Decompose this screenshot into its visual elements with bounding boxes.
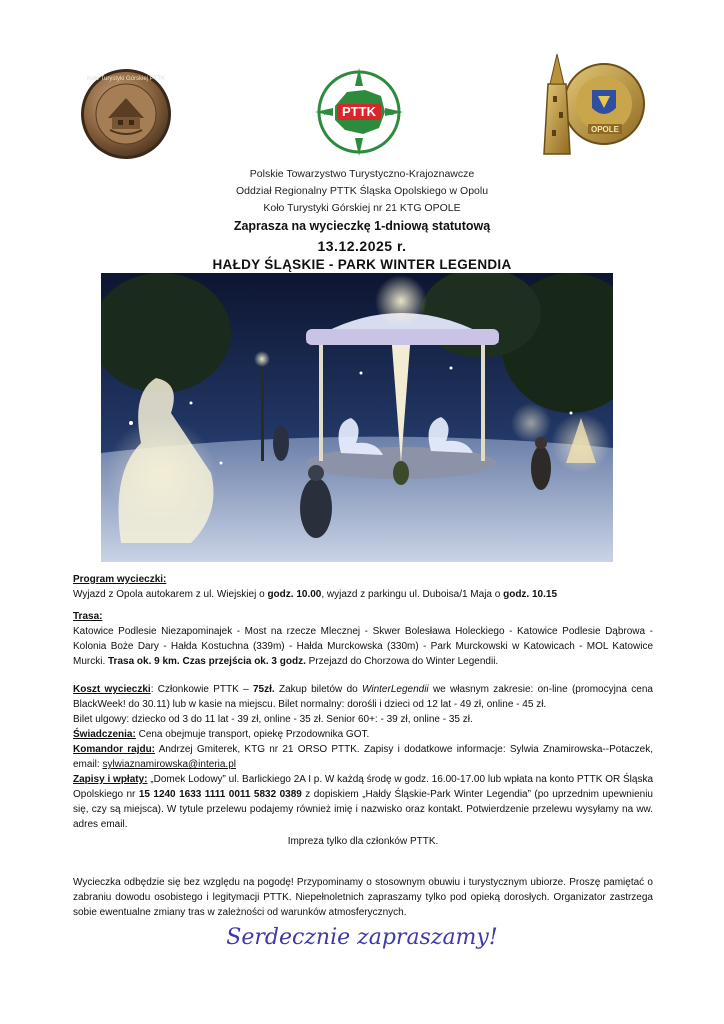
pttk-emblem-icon xyxy=(313,66,405,158)
svg-text:W: W xyxy=(323,111,329,117)
benefits-heading: Świadczenia: xyxy=(73,729,136,740)
leader-text: Komandor rajdu: Andrzej Gmiterek, KTG nr 21 ORSO PTTK. Zapisy i dodatkowe informacje: Sylwia Znamirowska--Potaczek, email: sylwiaznamirowska@interia.pl xyxy=(73,744,653,770)
trip-date: 13.12.2025 r. xyxy=(317,238,407,254)
cost-text: Koszt wycieczki: Członkowie PTTK – 75zł. Zakup biletów do WinterLegendii we własnym zakresie: on-line (promocyjna cena BlackWeek! do 30.11) lub w kasie na miejscu. Bilet normalny: dorośli i dzieci od 12 lat - 49 zł, online - 45 zł. xyxy=(73,684,653,710)
cost-heading: Koszt wycieczki xyxy=(73,684,151,695)
leader-heading: Komandor rajdu: xyxy=(73,744,156,755)
org-club: Koło Turystyki Górskiej nr 21 KTG OPOLE xyxy=(263,202,461,214)
svg-text:N: N xyxy=(356,78,362,84)
closing-invitation: Serdecznie zapraszamy! xyxy=(226,925,498,950)
route-text: Katowice Podlesie Niezapominajek - Most na rzecze Mlecznej - Skwer Bolesława Holeckiego - Katowice Podlesie Dąbrowa - Kolonia Boże Dary - Hałda Kostuchna (339m) - Hałda Murckowska (330m) - Park Murckowski w Katowicach - MOL Katowice Murcki. Trasa ok. 9 km. Czas przejścia ok. 3 godz. Przejazd do Chorzowa do Winter Legendii. xyxy=(73,626,653,667)
org-branch: Oddział Regionalny PTTK Śląska Opolskiego w Opolu xyxy=(235,185,489,197)
program-section xyxy=(73,572,653,602)
bank-account-number: 15 1240 1633 1111 0011 5832 0389 xyxy=(138,789,302,800)
svg-text:Koło Turystyki Górskiej PTTK: Koło Turystyki Górskiej PTTK xyxy=(86,76,166,82)
trip-title: HAŁDY ŚLĄSKIE - PARK WINTER LEGENDIA xyxy=(212,257,512,272)
opole-badge-logo xyxy=(538,46,648,158)
members-only-note: Impreza tylko dla członków PTTK. xyxy=(287,836,439,847)
svg-text:OPOLE: OPOLE xyxy=(590,125,620,134)
ktg-medal-logo xyxy=(80,68,172,160)
benefits-text: Świadczenia: Cena obejmuje transport, opiekę Przodownika GOT. xyxy=(73,729,370,740)
signup-heading: Zapisy i wpłaty: xyxy=(73,774,148,785)
svg-text:S: S xyxy=(356,144,362,150)
ktg-pttk-medal-icon xyxy=(80,68,172,160)
svg-text:E: E xyxy=(389,111,395,117)
cost-section xyxy=(73,682,653,849)
pttk-logo xyxy=(313,66,405,158)
program-text: Wyjazd z Opola autokarem z ul. Wiejskiej o godz. 10.00, wyjazd z parkingu ul. Duboisa/1 Maja o godz. 10.15 xyxy=(73,589,558,600)
svg-text:PTTK: PTTK xyxy=(342,104,376,119)
invite-line: Zaprasza na wycieczkę 1-dniową statutową xyxy=(233,219,491,233)
program-heading: Program wycieczki: xyxy=(73,574,167,585)
signup-text: Zapisy i wpłaty: „Domek Lodowy” ul. Barlickiego 2A I p. W każdą środę w godz. 16.00-17.00 lub wpłata na konto PTTK OR Śląska Opolskiego nr 15 1240 1633 1111 0011 5832 0389 z dopiskiem „Hałdy Śląskie-Park Winter Legendia” (po uprzednim upewnieniu się, czy są miejsca). W tytule przelewu podajemy również imię i nazwisko oraz kontakt. Potwierdzenie przelewu wysyłamy na ww. adres email. xyxy=(73,774,654,830)
route-heading: Trasa: xyxy=(73,611,103,622)
cost-reduced: Bilet ulgowy: dziecko od 3 do 11 lat - 39 zł, online - 35 zł. Senior 60+: - 39 zł, online - 35 zł. xyxy=(73,714,473,725)
route-section xyxy=(73,609,653,669)
notice-text: Wycieczka odbędzie się bez względu na pogodę! Przypominamy o stosownym obuwiu i turystycznym ubiorze. Proszę pamiętać o zabraniu dowodu osobistego i legitymacji PTTK. Niepełnoletnich zapraszamy tylko pod opieką dorosłych. Organizator zastrzega sobie ewentualne zmiany tras w zależności od warunków atmosferycznych. xyxy=(73,877,653,918)
opole-tower-badge-icon xyxy=(538,46,648,158)
contact-email-link[interactable]: sylwiaznamirowska@interia.pl xyxy=(102,759,236,770)
org-name: Polskie Towarzystwo Turystyczno-Krajoznawcze xyxy=(249,168,475,180)
winter-legendia-photo xyxy=(101,273,613,562)
